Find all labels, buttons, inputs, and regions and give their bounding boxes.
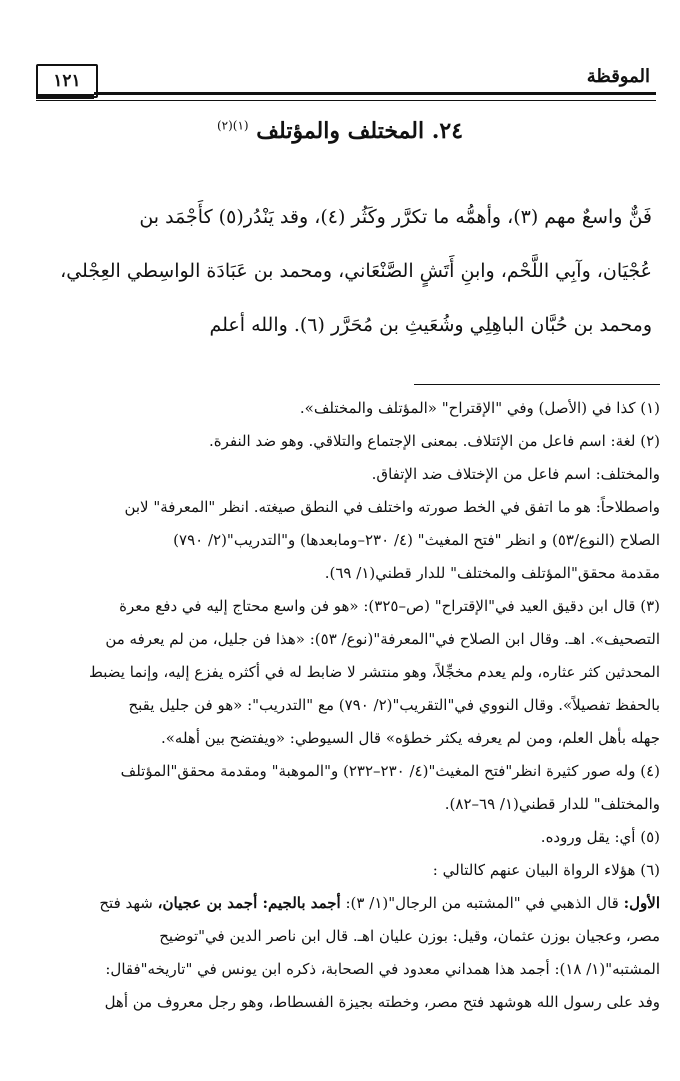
footnote-line: المشتبه"(١/ ١٨): أجمد هذا همداني معدود في الصحابة، ذكره ابن يونس في "تاريخه"فقال: — [105, 960, 660, 978]
footnote-line: (١) كذا في (الأصل) وفي "الإقتراح" «المؤتلف والمختلف». — [299, 399, 660, 417]
footnote-bold-label: الأول: — [623, 894, 660, 912]
footnote-text: شهد فتح — [99, 894, 158, 912]
footnote-line: (٢) لغة: اسم فاعل من الإئتلاف. بمعنى الإجتماع والتلاقي. وهو ضد النفرة. — [208, 432, 660, 450]
footnote-line: الصلاح (النوع/٥٣) و انظر "فتح المغيث" (٤/ ٢٣٠–ومابعدها) و"التدريب"(٢/ ٧٩٠) — [173, 531, 660, 549]
main-text-line: ومحمد بن حُبَّان الباهِلِي وشُعَيثِ بن مُحَرَّر (٦). والله أعلم — [209, 314, 652, 336]
footnote-line: المحدثين كثر عثاره، ولم يعدم مخجِّلاً، وهو منتشر لا ضابط له في أكثره يفزع إليه، وإنما يضبط — [89, 663, 660, 681]
footnote-line: والمختلف" للدار قطني(١/ ٦٩–٨٢). — [444, 795, 660, 813]
footnote-line: (٣) قال ابن دقيق العيد في"الإقتراح" (ص–٣٢٥): «هو فن واسع محتاج إليه في دفع معرة — [119, 597, 660, 615]
main-text — [28, 190, 652, 352]
main-text-line: فَنٌّ واسعٌ مهم (٣)، وأهمُّه ما تكرَّر وكَثُر (٤)، وقد يَنْدُر(٥) كأَجْمَد بن — [139, 206, 652, 228]
footnote-line: بالحفظ تفصيلاً». وقال النووي في"التقريب"(٢/ ٧٩٠) مع "التدريب": «هو فن جليل يقبح — [128, 696, 660, 714]
section-heading-text: ٢٤. المختلف والمؤتلف — [256, 118, 464, 144]
footnote-separator — [414, 384, 660, 385]
page-header — [36, 64, 656, 108]
footnote-line: وفد على رسول الله هوشهد فتح مصر، وخطته بجيزة الفسطاط، وهو رجل معروف من أهل — [104, 993, 660, 1011]
footnote-line: مصر، وعجيان بوزن عثمان، وقيل: بوزن عليان اهـ. قال ابن ناصر الدين في"توضيح — [159, 927, 660, 945]
main-text-line: عُجْيَان، وآبِي اللَّحْم، وابنِ أَتَشٍ الصَّنْعَاني، ومحمد بن عَبَادَة الواسِطي العِجْلي، — [60, 260, 652, 282]
footnotes — [24, 392, 660, 1019]
header-rule — [94, 92, 656, 95]
footnote-line: جهله بأهل العلم، ومن لم يعرفه يكثر خطؤه» قال السيوطي: «ويفتضح بين أهله». — [160, 729, 660, 747]
footnote-line: التصحيف». اهـ. وقال ابن الصلاح في"المعرفة"(نوع/ ٥٣): «هذا فن جليل، من لم يعرفه من — [105, 630, 660, 648]
page-number: ١٢١ — [36, 64, 98, 98]
footnote-line: (٤) وله صور كثيرة انظر"فتح المغيث"(٤/ ٢٣٠–٢٣٢) و"الموهبة" ومقدمة محقق"المؤتلف — [120, 762, 660, 780]
heading-footnote-refs: (١)(٢) — [216, 118, 249, 133]
footnote-text: قال الذهبي في "المشتبه من الرجال"(١/ ٣): — [340, 894, 624, 912]
footnote-line — [24, 887, 660, 920]
header-underline — [36, 100, 656, 101]
section-heading — [0, 118, 680, 144]
footnote-line: (٦) هؤلاء الرواة البيان عنهم كالتالي : — [432, 861, 660, 879]
footnote-line: واصطلاحاً: هو ما اتفق في الخط صورته واختلف في النطق صيغته. انظر "المعرفة" لابن — [124, 498, 660, 516]
running-title: الموقظة — [586, 66, 650, 87]
footnote-line: (٥) أي: يقل وروده. — [540, 828, 660, 846]
footnote-line: مقدمة محقق"المؤتلف والمختلف" للدار قطني(١/ ٦٩). — [324, 564, 660, 582]
footnote-line: والمختلف: اسم فاعل من الإختلاف ضد الإتفاق. — [371, 465, 660, 483]
footnote-bold-label: أجمد بالجيم: أجمد بن عجيان، — [157, 894, 341, 912]
